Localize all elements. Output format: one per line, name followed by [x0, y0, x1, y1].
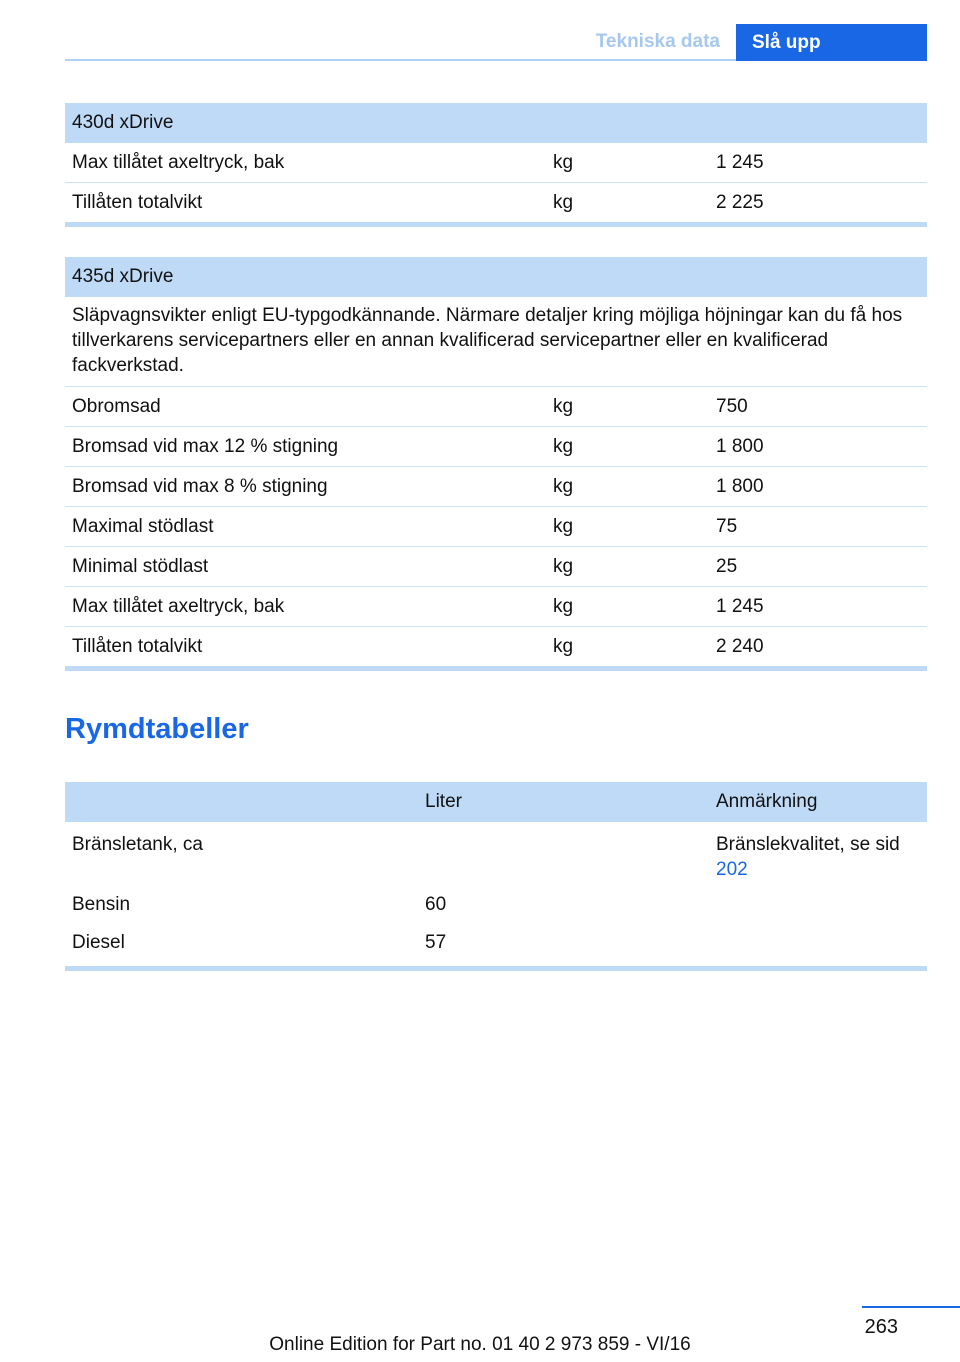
page-number: 263: [864, 1316, 898, 1338]
row-value: 1 245: [709, 587, 927, 627]
header-tab-sla-upp[interactable]: Slå upp: [736, 24, 927, 61]
row-note: [709, 822, 927, 882]
section-title-rymdtabeller: Rymdtabeller: [65, 713, 249, 745]
row-unit: kg: [546, 143, 709, 183]
table-row: [65, 183, 927, 225]
row-label: Tillåten totalvikt: [65, 627, 546, 669]
row-note-text: Bränslekvalitet, se sid: [716, 834, 900, 855]
row-value: 1 800: [709, 427, 927, 467]
page-reference-link[interactable]: 202: [716, 859, 748, 880]
row-value: 2 240: [709, 627, 927, 669]
row-note: [709, 920, 927, 969]
table-row: [65, 143, 927, 183]
row-label: Minimal stödlast: [65, 547, 546, 587]
volume-table: [65, 782, 927, 971]
row-liter: [418, 822, 709, 882]
row-unit: kg: [546, 467, 709, 507]
row-unit: kg: [546, 183, 709, 225]
row-liter: 57: [418, 920, 709, 969]
row-value: 75: [709, 507, 927, 547]
row-label: Bränsletank, ca: [72, 834, 203, 855]
row-unit: kg: [546, 587, 709, 627]
row-value: 750: [709, 387, 927, 427]
row-label: Tillåten totalvikt: [65, 183, 546, 225]
table-row: [65, 547, 927, 587]
page-number-rule: [862, 1306, 960, 1308]
table-row: [65, 822, 927, 882]
spec-table-430d: [65, 103, 927, 227]
row-value: 25: [709, 547, 927, 587]
row-label: Bensin: [72, 894, 131, 915]
column-header-liter: Liter: [418, 782, 709, 822]
table-note-row: [65, 297, 927, 387]
row-label: Max tillåtet axeltryck, bak: [65, 587, 546, 627]
table-row: [65, 507, 927, 547]
row-label: Bromsad vid max 8 % stigning: [65, 467, 546, 507]
row-value: 2 225: [709, 183, 927, 225]
row-unit: kg: [546, 427, 709, 467]
column-header-anmarkning: Anmärkning: [709, 782, 927, 822]
table-row: [65, 920, 927, 969]
row-label: Bromsad vid max 12 % stigning: [65, 427, 546, 467]
header-section-label[interactable]: Tekniska data: [595, 31, 720, 52]
row-value: 1 245: [709, 143, 927, 183]
table-row: [65, 587, 927, 627]
row-label: Max tillåtet axeltryck, bak: [65, 143, 546, 183]
spec-table-435d: [65, 257, 927, 671]
table-row: [65, 427, 927, 467]
table-row: [65, 467, 927, 507]
table-row: [65, 627, 927, 669]
row-label: Obromsad: [65, 387, 546, 427]
row-unit: kg: [546, 507, 709, 547]
row-value: 1 800: [709, 467, 927, 507]
table-note: Släpvagnsvikter enligt EU-typgodkännande. Närmare detaljer kring möjliga höjningar kan du få hos tillverkarens servicepartners eller en annan kvalificerad servicepartner eller en kvalificerad fackverkstad.: [65, 297, 927, 387]
column-header: [65, 782, 418, 822]
table-title: 435d xDrive: [65, 257, 927, 297]
table-title: 430d xDrive: [65, 103, 927, 143]
row-unit: kg: [546, 627, 709, 669]
row-label: Maximal stödlast: [65, 507, 546, 547]
row-note: [709, 882, 927, 920]
row-unit: kg: [546, 547, 709, 587]
row-label: Diesel: [65, 920, 418, 969]
row-unit: kg: [546, 387, 709, 427]
row-liter: 60: [425, 894, 447, 915]
edition-footer: Online Edition for Part no. 01 40 2 973 859 - VI/16: [269, 1334, 691, 1355]
table-row: [65, 882, 927, 920]
table-row: [65, 387, 927, 427]
